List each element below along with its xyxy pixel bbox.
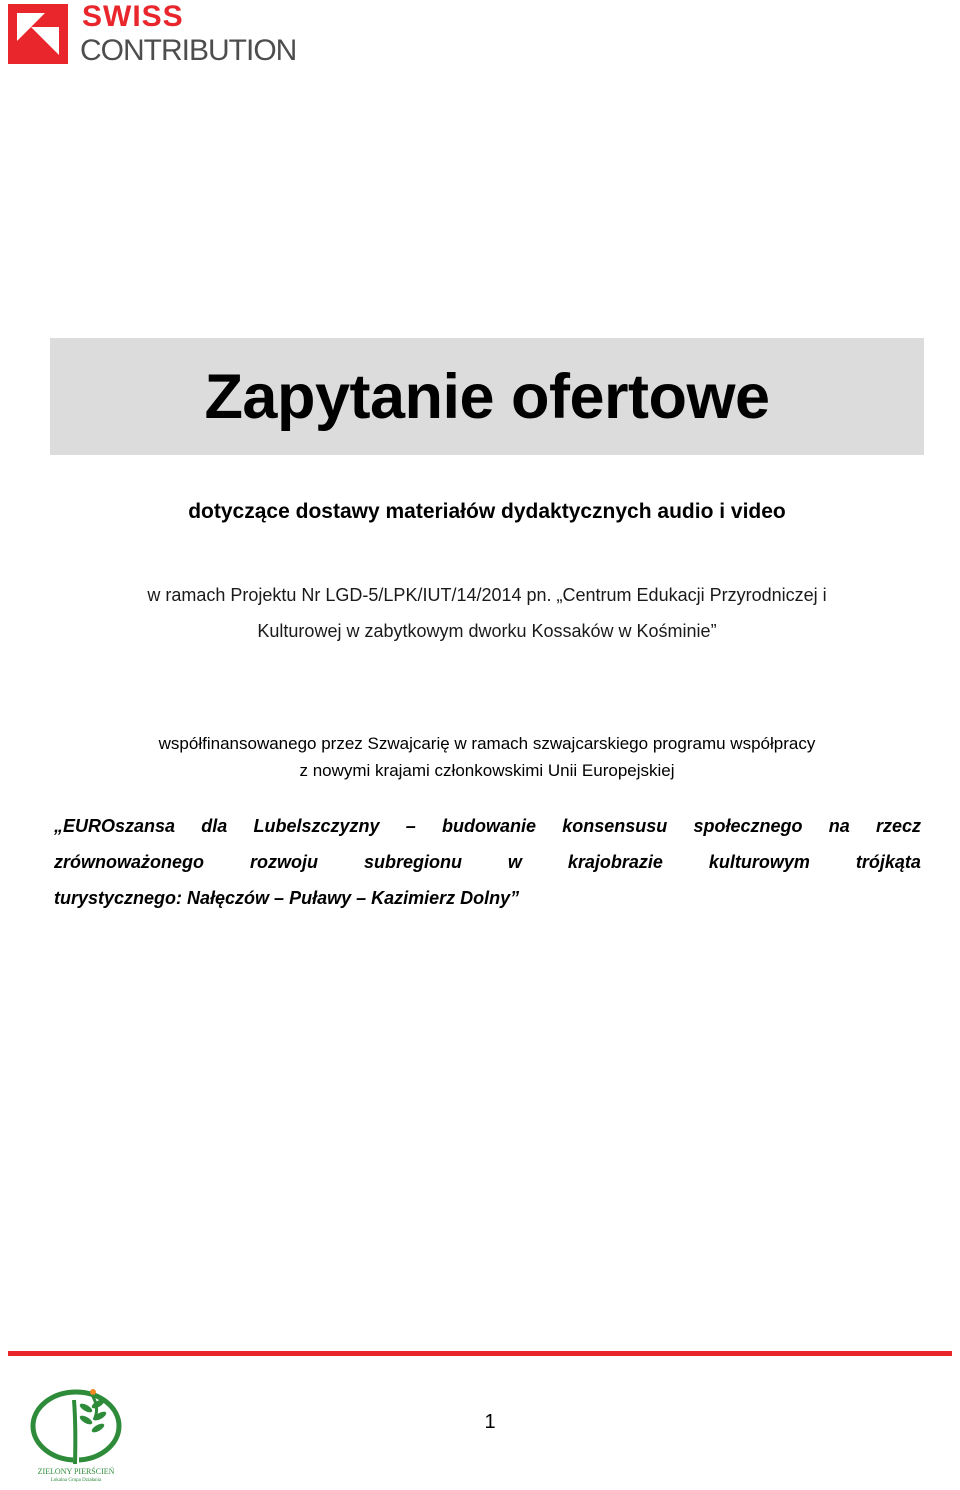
project-name-row-2: [54, 850, 921, 874]
zielony-pierscien-emblem-icon: [26, 1386, 126, 1468]
project-line-1: w ramach Projektu Nr LGD-5/LPK/IUT/14/2014 pn. „Centrum Edukacji Przyrodniczej i: [147, 585, 827, 605]
swiss-contribution-mark-icon: [8, 4, 68, 64]
project-name-word: dla: [201, 816, 228, 836]
logo-text-contribution: CONTRIBUTION: [80, 34, 297, 67]
project-name-word: „EUROszansa: [54, 816, 176, 836]
project-line-2: Kulturowej w zabytkowym dworku Kossaków w Kośminie”: [257, 621, 717, 641]
cofinancing-line-2: z nowymi krajami członkowskimi Unii Europejskiej: [299, 761, 675, 780]
project-name-word: rozwoju: [249, 852, 318, 872]
document-title: Zapytanie ofertowe: [204, 361, 770, 432]
zielony-pierscien-logo: [26, 1386, 126, 1486]
project-name-word: –: [405, 816, 416, 836]
project-name-row-1: [54, 814, 921, 838]
project-name-word: rzecz: [875, 816, 921, 836]
footer-logo-subcaption: Lokalna Grupa Działania: [50, 1478, 102, 1483]
swiss-contribution-logo: [8, 0, 308, 67]
project-name-word: subregionu: [363, 852, 462, 872]
project-name-word: w: [507, 852, 522, 872]
title-banner: [50, 338, 924, 455]
document-subtitle: dotyczące dostawy materiałów dydaktycznych audio i video: [188, 500, 786, 523]
project-name-word: kulturowym: [708, 852, 810, 872]
footer-logo-caption: ZIELONY PIERŚCIEŃ: [37, 1467, 115, 1476]
project-name-word: budowanie: [442, 816, 536, 836]
project-name-word: trójkąta: [855, 852, 921, 872]
project-name-word: społecznego: [693, 816, 803, 836]
project-name-word: zrównoważonego: [54, 852, 204, 872]
page-number: 1: [484, 1411, 496, 1433]
footer-rule: [8, 1351, 952, 1356]
project-name-word: na: [828, 816, 850, 836]
cofinancing-line-1: współfinansowanego przez Szwajcarię w ramach szwajcarskiego programu współpracy: [158, 734, 816, 753]
project-name-word: konsensusu: [562, 816, 668, 836]
project-name-row-3: turystycznego: Nałęczów – Puławy – Kazimierz Dolny”: [54, 888, 520, 908]
project-name-word: Lubelszczyzny: [253, 816, 380, 836]
project-name-word: krajobrazie: [567, 852, 663, 872]
logo-text-swiss: SWISS: [82, 0, 184, 33]
